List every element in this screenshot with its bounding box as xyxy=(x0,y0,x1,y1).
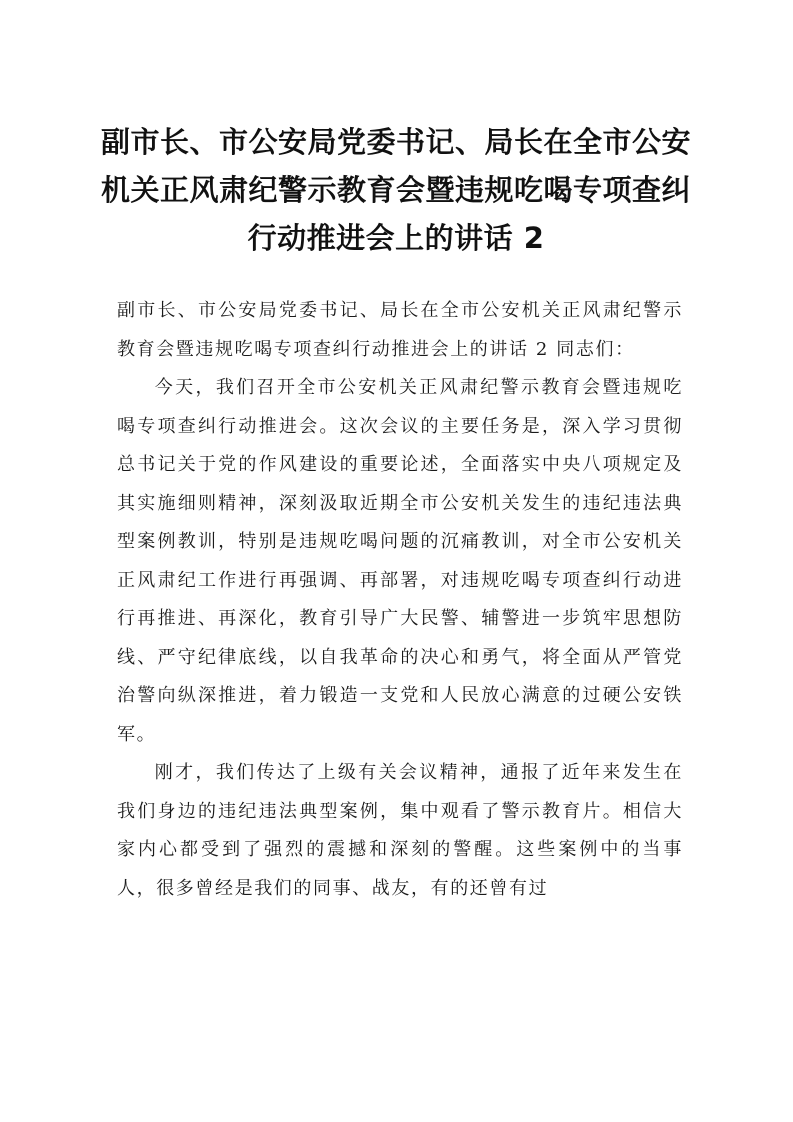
document-title: 副市长、市公安局党委书记、局长在全市公安机关正风肃纪警示教育会暨违规吃喝专项查纠行动推进会上的讲话 2 xyxy=(100,125,691,255)
intro-paragraph: 副市长、市公安局党委书记、局长在全市公安机关正风肃纪警示教育会暨违规吃喝专项查纠行动推进会上的讲话 2 同志们： xyxy=(117,300,683,360)
body-paragraph-1: 今天，我们召开全市公安机关正风肃纪警示教育会暨违规吃喝专项查纠行动推进会。这次会议的主要任务是，深入学习贯彻总书记关于党的作风建设的重要论述，全面落实中央八项规定及其实施细则精神，深刻汲取近期全市公安机关发生的违纪违法典型案例教训，特别是违规吃喝问题的沉痛教训，对全市公安机关正风肃纪工作进行再强调、再部署，对违规吃喝专项查纠行动进行再推进、再深化，教育引导广大民警、辅警进一步筑牢思想防线、严守纪律底线，以自我革命的决心和勇气，将全面从严管党治警向纵深推进，着力锻造一支党和人民放心满意的过硬公安铁军。 xyxy=(117,377,683,745)
document-body xyxy=(117,292,683,908)
body-paragraph-2: 刚才，我们传达了上级有关会议精神，通报了近年来发生在我们身边的违纪违法典型案例，集中观看了警示教育片。相信大家内心都受到了强烈的震撼和深刻的警醒。这些案例中的当事人，很多曾经是我们的同事、战友，有的还曾有过 xyxy=(117,762,683,899)
